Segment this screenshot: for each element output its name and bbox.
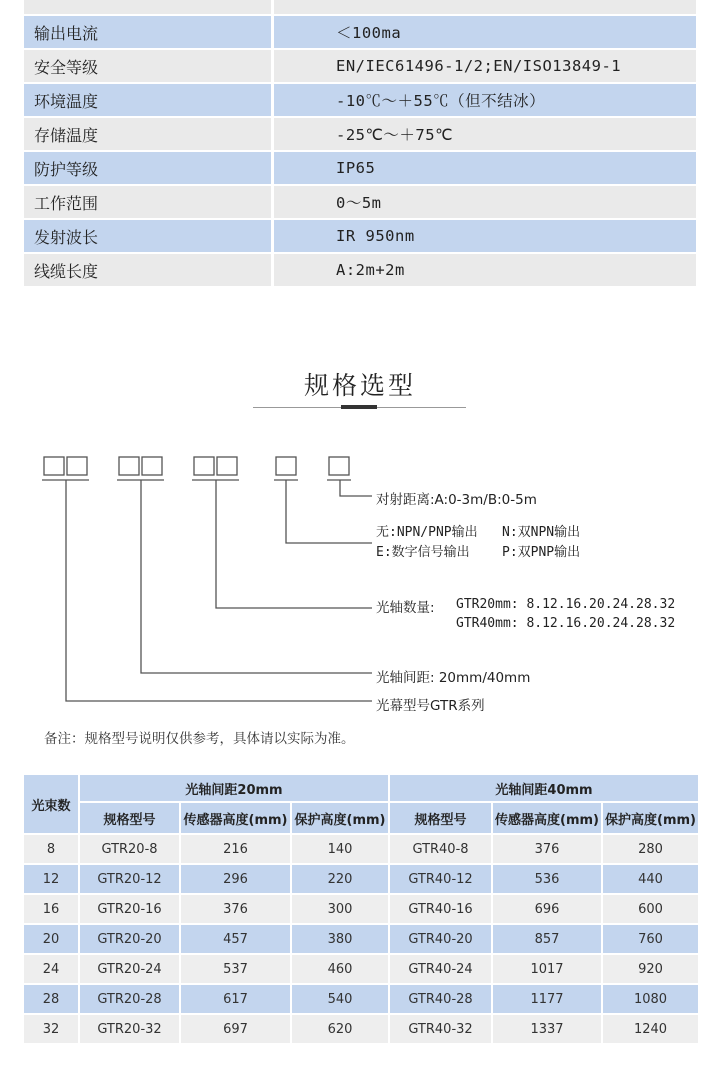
spec-value: -25℃～＋75℃ — [274, 118, 696, 152]
spec-row-voltage — [24, 0, 696, 16]
spec-value: IP65 — [274, 152, 696, 186]
table-cell: 1017 — [492, 954, 602, 984]
table-cell: 376 — [180, 894, 291, 924]
code-box — [276, 457, 296, 475]
table-cell: 1337 — [492, 1014, 602, 1044]
header-protect-height-20: 保护高度(mm) — [291, 802, 389, 834]
header-row-groups — [23, 774, 699, 802]
table-cell: GTR40-8 — [389, 834, 492, 864]
header-protect-height-40: 保护高度(mm) — [602, 802, 699, 834]
table-cell: 12 — [23, 864, 79, 894]
table-cell: 280 — [602, 834, 699, 864]
table-cell: 296 — [180, 864, 291, 894]
table-cell: 460 — [291, 954, 389, 984]
table-row — [23, 1014, 699, 1044]
code-box — [142, 457, 162, 475]
table-cell: GTR40-20 — [389, 924, 492, 954]
table-cell: GTR40-28 — [389, 984, 492, 1014]
selection-table-body — [23, 834, 699, 1044]
table-cell: GTR20-8 — [79, 834, 180, 864]
table-cell: 16 — [23, 894, 79, 924]
table-cell: GTR40-32 — [389, 1014, 492, 1044]
spec-value: 0～5m — [274, 186, 696, 220]
table-cell: 620 — [291, 1014, 389, 1044]
code-box — [194, 457, 214, 475]
table-cell: 617 — [180, 984, 291, 1014]
table-cell: GTR40-12 — [389, 864, 492, 894]
spec-table — [24, 0, 696, 288]
spec-key — [24, 0, 274, 16]
header-row-columns — [23, 802, 699, 834]
spec-key: 发射波长 — [24, 220, 274, 254]
table-cell: 28 — [23, 984, 79, 1014]
label-output-digital: E:数字信号输出 — [376, 545, 470, 560]
spec-key: 线缆长度 — [24, 254, 274, 288]
table-cell: 216 — [180, 834, 291, 864]
table-cell: 536 — [492, 864, 602, 894]
code-box — [329, 457, 349, 475]
spec-row-ambient-temp — [24, 84, 696, 118]
title-accent-bar — [341, 405, 377, 409]
table-cell: 696 — [492, 894, 602, 924]
label-beam-spacing: 光轴间距: 20mm/40mm — [376, 670, 531, 686]
code-box — [119, 457, 139, 475]
spec-row-protection — [24, 152, 696, 186]
label-beam-count: 光轴数量: — [376, 600, 435, 616]
table-cell: 1240 — [602, 1014, 699, 1044]
table-cell: 857 — [492, 924, 602, 954]
spec-key: 存储温度 — [24, 118, 274, 152]
label-beam-count-20: GTR20mm: 8.12.16.20.24.28.32 — [456, 597, 676, 612]
table-cell: GTR20-16 — [79, 894, 180, 924]
spec-value: IR 950nm — [274, 220, 696, 254]
table-row — [23, 894, 699, 924]
spec-value: ＜100ma — [274, 16, 696, 50]
table-cell: 1080 — [602, 984, 699, 1014]
spec-value: -10℃～＋55℃（但不结冰） — [274, 84, 696, 118]
section-title: 规格选型 — [303, 371, 416, 400]
table-cell: 760 — [602, 924, 699, 954]
table-cell: GTR40-16 — [389, 894, 492, 924]
table-cell: 537 — [180, 954, 291, 984]
label-model-series: 光幕型号GTR系列 — [376, 698, 485, 714]
header-group-40mm: 光轴间距40mm — [389, 774, 699, 802]
table-cell: GTR20-20 — [79, 924, 180, 954]
spec-key: 环境温度 — [24, 84, 274, 118]
label-output-dual-pnp: P:双PNP输出 — [502, 545, 581, 560]
spec-row-storage-temp — [24, 118, 696, 152]
note-text: 备注：规格型号说明仅供参考，具体请以实际为准。 — [44, 731, 355, 747]
model-code-diagram — [0, 430, 720, 730]
table-row — [23, 984, 699, 1014]
code-box — [217, 457, 237, 475]
header-beam-count: 光束数 — [23, 774, 79, 834]
spec-key: 输出电流 — [24, 16, 274, 50]
header-sensor-height-20: 传感器高度(mm) — [180, 802, 291, 834]
table-cell: 300 — [291, 894, 389, 924]
spec-value: A:2m+2m — [274, 254, 696, 288]
table-cell: 8 — [23, 834, 79, 864]
model-selection-table — [22, 773, 700, 1045]
spec-key: 安全等级 — [24, 50, 274, 84]
table-cell: GTR20-28 — [79, 984, 180, 1014]
table-row — [23, 864, 699, 894]
label-beam-count-40: GTR40mm: 8.12.16.20.24.28.32 — [456, 616, 676, 631]
code-box — [44, 457, 64, 475]
table-cell: 140 — [291, 834, 389, 864]
label-output-dual-npn: N:双NPN输出 — [502, 525, 581, 540]
table-cell: 1177 — [492, 984, 602, 1014]
table-cell: GTR20-24 — [79, 954, 180, 984]
table-cell: 600 — [602, 894, 699, 924]
code-box — [67, 457, 87, 475]
table-cell: GTR20-32 — [79, 1014, 180, 1044]
table-cell: 376 — [492, 834, 602, 864]
table-cell: 920 — [602, 954, 699, 984]
table-row — [23, 834, 699, 864]
header-model-40: 规格型号 — [389, 802, 492, 834]
table-cell: GTR20-12 — [79, 864, 180, 894]
table-row — [23, 924, 699, 954]
label-output-npn-pnp: 无:NPN/PNP输出 — [376, 525, 478, 540]
spec-row-safety-level — [24, 50, 696, 84]
table-row — [23, 954, 699, 984]
table-cell: GTR40-24 — [389, 954, 492, 984]
spec-row-cable-length — [24, 254, 696, 288]
spec-row-output-current — [24, 16, 696, 50]
spec-key: 工作范围 — [24, 186, 274, 220]
header-sensor-height-40: 传感器高度(mm) — [492, 802, 602, 834]
spec-row-wavelength — [24, 220, 696, 254]
table-cell: 24 — [23, 954, 79, 984]
header-group-20mm: 光轴间距20mm — [79, 774, 389, 802]
table-cell: 380 — [291, 924, 389, 954]
table-cell: 540 — [291, 984, 389, 1014]
header-model-20: 规格型号 — [79, 802, 180, 834]
spec-key: 防护等级 — [24, 152, 274, 186]
spec-row-range — [24, 186, 696, 220]
table-cell: 697 — [180, 1014, 291, 1044]
table-cell: 440 — [602, 864, 699, 894]
spec-value: EN/IEC61496-1/2;EN/ISO13849-1 — [274, 50, 696, 84]
diagram-lines — [0, 430, 720, 730]
table-cell: 220 — [291, 864, 389, 894]
spec-value — [274, 0, 696, 16]
table-cell: 457 — [180, 924, 291, 954]
table-cell: 32 — [23, 1014, 79, 1044]
label-distance: 对射距离:A:0-3m/B:0-5m — [376, 492, 537, 508]
table-cell: 20 — [23, 924, 79, 954]
